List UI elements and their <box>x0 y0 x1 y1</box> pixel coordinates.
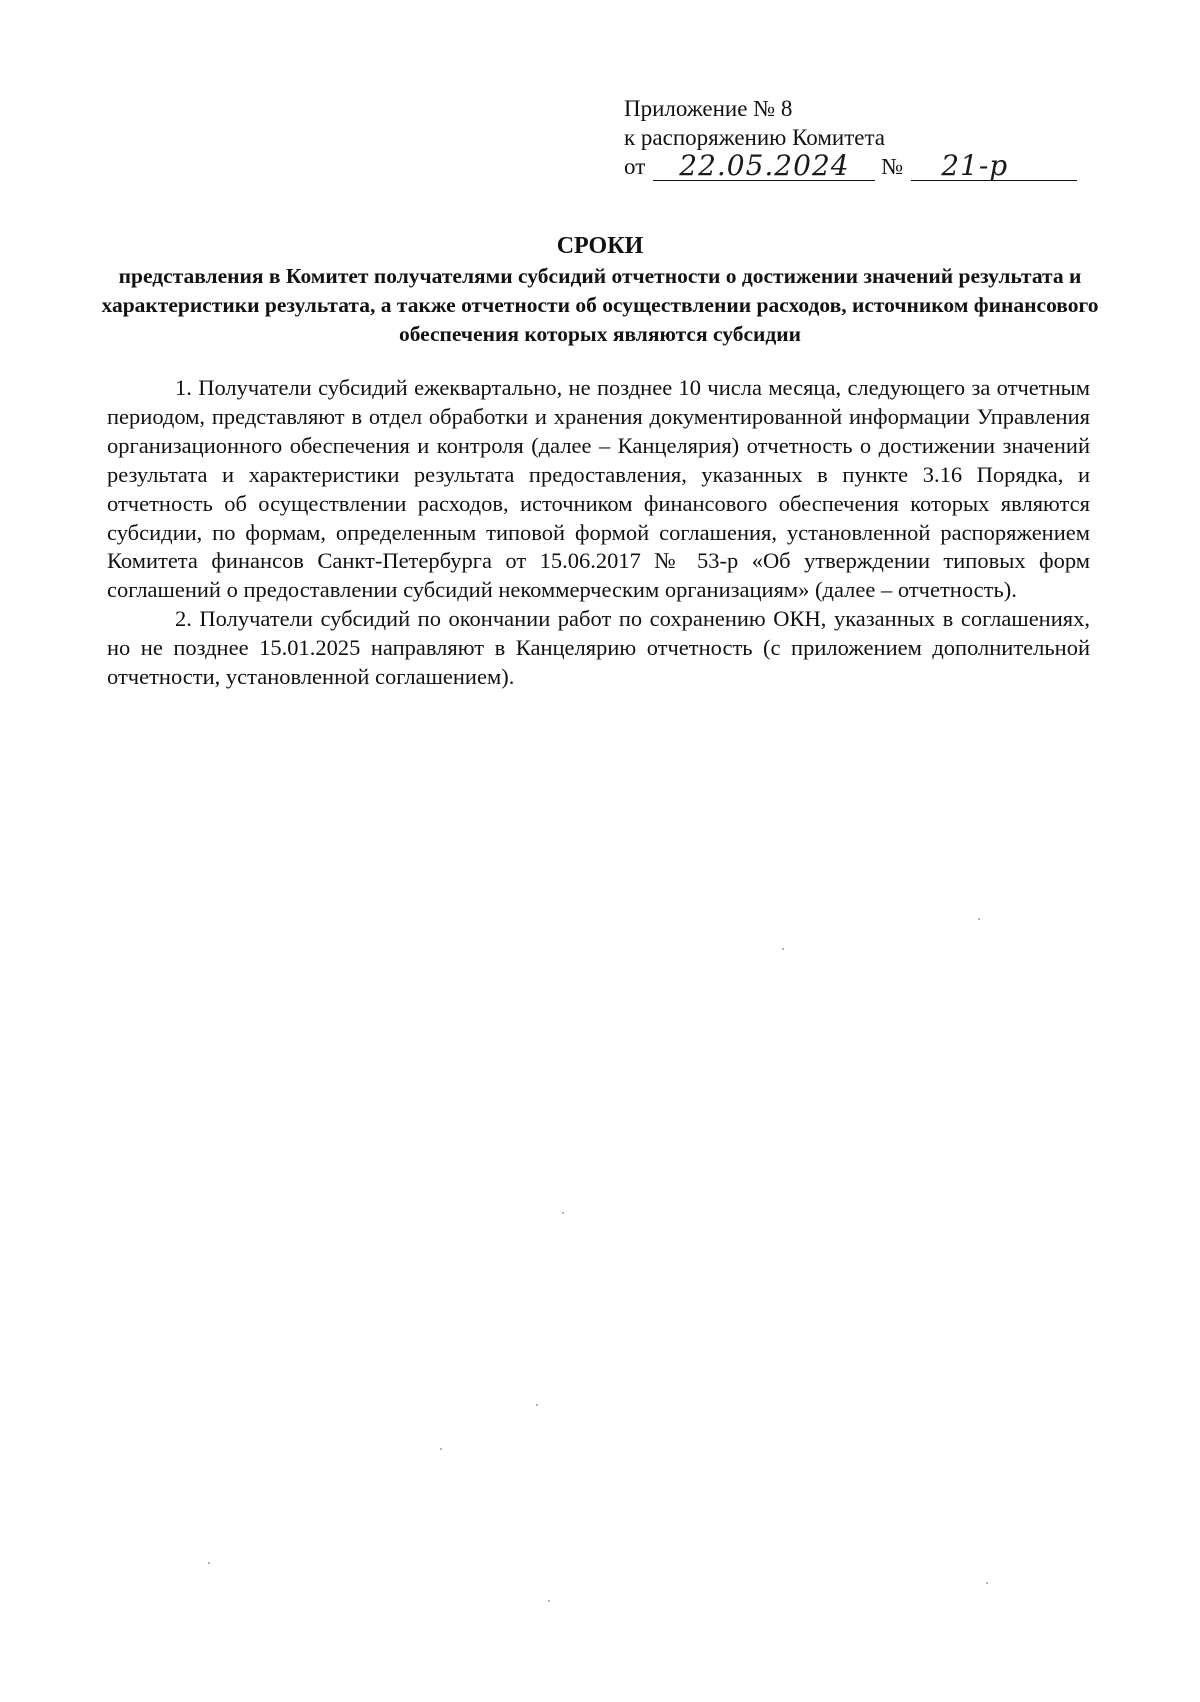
order-reference: к распоряжению Комитета <box>624 125 885 150</box>
paragraph-1: 1. Получатели субсидий ежеквартально, не позднее 10 числа месяца, следующего за отчетным периодом, представляют в отдел обработки и хранения документированной информации Управления организационного обеспечения и контроля (далее – Канцелярия) отчетность о достижении значений результата и характеристики результата предоставления, указанных в пункте 3.16 Порядка, и отчетность об осуществлении расходов, источником финансового обеспечения которых являются субсидии, по формам, определенным типовой формой соглашения, установленной распоряжением Комитета финансов Санкт-Петербурга от 15.06.2017 № 53-р «Об утверждении типовых форм соглашений о предоставлении субсидий некоммерческим организациям» (далее – отчетность). <box>107 375 1090 603</box>
scan-speck <box>548 1600 550 1602</box>
appendix-label: Приложение № 8 <box>624 96 793 121</box>
number-label: № <box>881 154 904 179</box>
scan-speck <box>208 1562 210 1564</box>
document-subtitle: представления в Комитет получателями субсидий отчетности о достижении значений результата и характеристики результата, а также отчетности об осуществлении расходов, источником финансового обеспечения которых являются субсидии <box>101 264 1099 346</box>
date-field <box>653 149 875 182</box>
scan-speck <box>978 918 980 920</box>
scan-speck <box>986 1582 988 1584</box>
scan-speck <box>536 1404 538 1406</box>
number-field <box>911 149 1077 182</box>
attachment-header <box>624 94 1084 181</box>
scan-speck <box>782 948 784 950</box>
scan-speck <box>440 1448 442 1450</box>
scan-speck <box>562 1212 564 1214</box>
from-label: от <box>624 154 646 179</box>
order-date-number-line <box>624 149 1084 182</box>
document-title: СРОКИ <box>556 233 644 259</box>
document-body <box>107 374 1090 692</box>
paragraph-2: 2. Получатели субсидий по окончании работ по сохранению ОКН, указанных в соглашениях, но не позднее 15.01.2025 направляют в Канцелярию отчетность (с приложением дополнительной отчетности, установленной соглашением). <box>107 606 1090 690</box>
handwritten-date: 22.05.2024 <box>679 149 850 182</box>
handwritten-number: 21-р <box>941 149 1009 182</box>
